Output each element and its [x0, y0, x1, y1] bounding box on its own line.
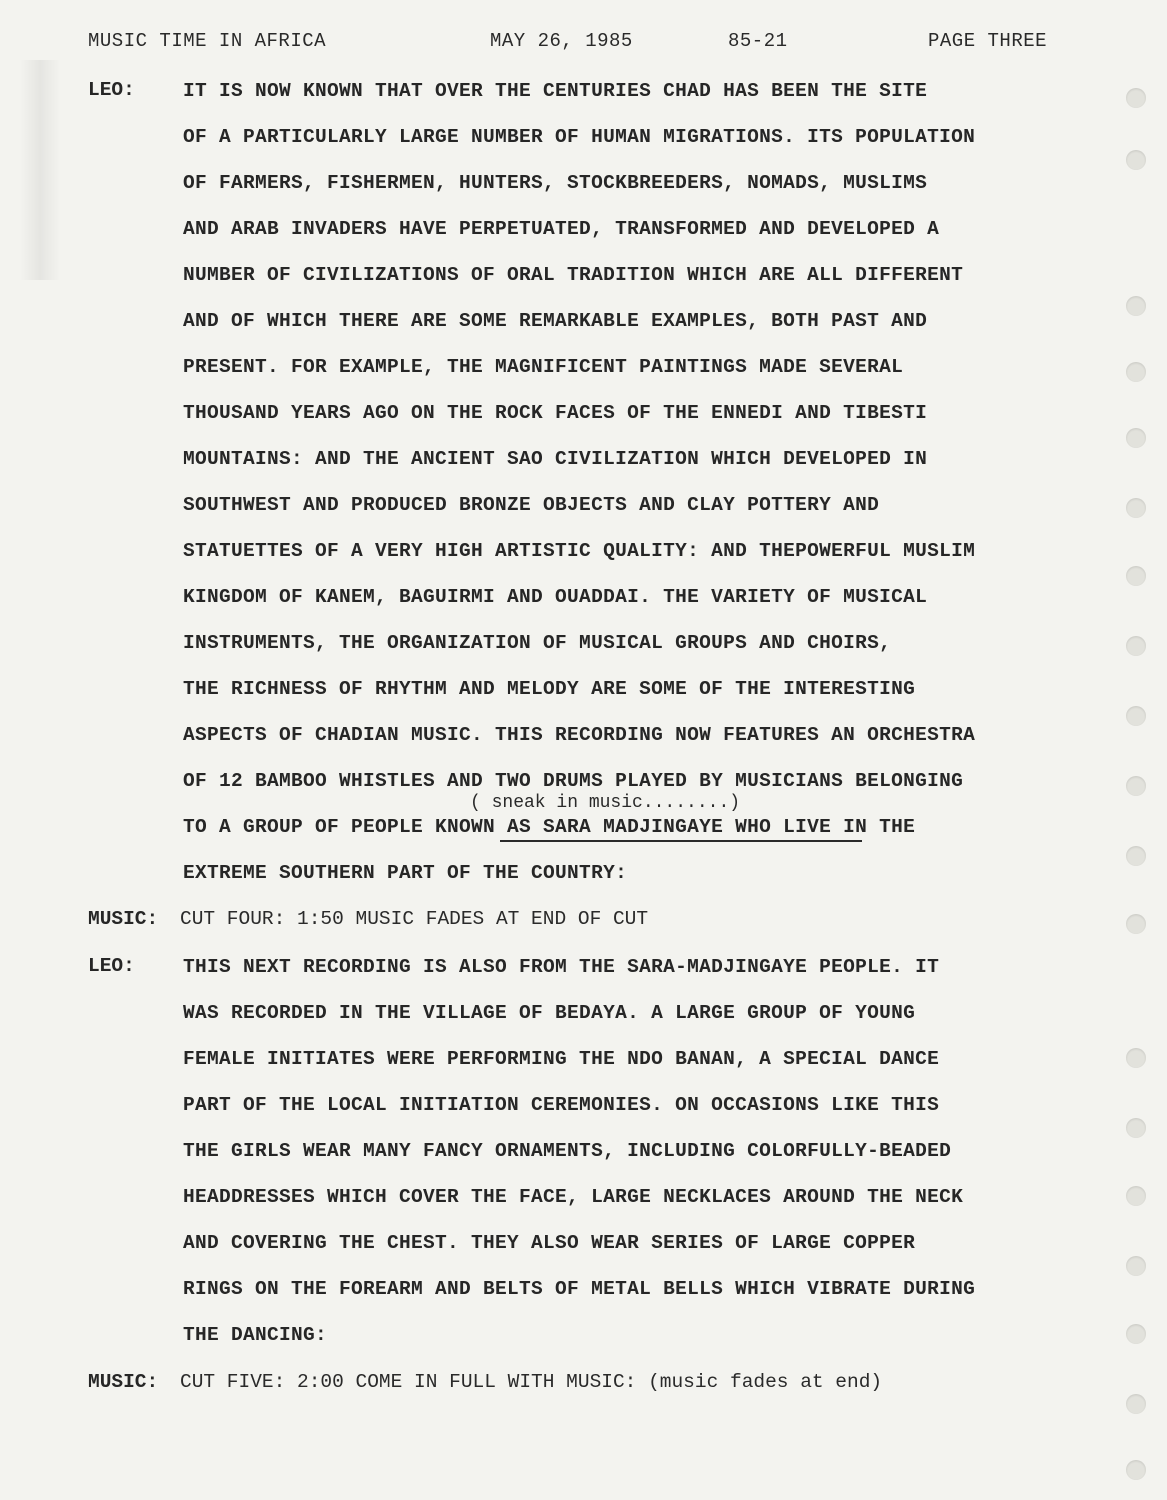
punch-hole: [1126, 846, 1146, 866]
punch-hole: [1126, 706, 1146, 726]
punch-hole: [1126, 362, 1146, 382]
punch-hole: [1126, 1394, 1146, 1414]
margin-smudge: [20, 60, 60, 280]
broadcast-date: MAY 26, 1985: [490, 30, 633, 52]
punch-hole: [1126, 150, 1146, 170]
text-line: STATUETTES OF A VERY HIGH ARTISTIC QUALITY: AND THEPOWERFUL MUSLIM: [183, 540, 976, 562]
text-line: OF FARMERS, FISHERMEN, HUNTERS, STOCKBREEDERS, NOMADS, MUSLIMS: [183, 172, 928, 194]
text-line: THE RICHNESS OF RHYTHM AND MELODY ARE SOME OF THE INTERESTING: [183, 678, 916, 700]
punch-hole: [1126, 88, 1146, 108]
punch-hole: [1126, 636, 1146, 656]
text-line: AND ARAB INVADERS HAVE PERPETUATED, TRANSFORMED AND DEVELOPED A: [183, 218, 940, 240]
punch-hole: [1126, 1256, 1146, 1276]
text-line: EXTREME SOUTHERN PART OF THE COUNTRY:: [183, 862, 628, 884]
episode-code: 85-21: [728, 30, 788, 52]
text-line: THOUSAND YEARS AGO ON THE ROCK FACES OF THE ENNEDI AND TIBESTI: [183, 402, 928, 424]
text-line: FEMALE INITIATES WERE PERFORMING THE NDO BANAN, A SPECIAL DANCE: [183, 1048, 940, 1070]
text-line: HEADDRESSES WHICH COVER THE FACE, LARGE NECKLACES AROUND THE NECK: [183, 1186, 964, 1208]
text-line: NUMBER OF CIVILIZATIONS OF ORAL TRADITION WHICH ARE ALL DIFFERENT: [183, 264, 964, 286]
punch-hole: [1126, 1460, 1146, 1480]
punch-hole: [1126, 1324, 1146, 1344]
punch-hole: [1126, 296, 1146, 316]
text-line: AND OF WHICH THERE ARE SOME REMARKABLE EXAMPLES, BOTH PAST AND: [183, 310, 928, 332]
speaker-label: LEO:: [88, 955, 135, 977]
punch-hole: [1126, 1118, 1146, 1138]
speaker-label: MUSIC:: [88, 1371, 159, 1393]
text-line: PART OF THE LOCAL INITIATION CEREMONIES. ON OCCASIONS LIKE THIS: [183, 1094, 940, 1116]
text-line: MOUNTAINS: AND THE ANCIENT SAO CIVILIZATION WHICH DEVELOPED IN: [183, 448, 928, 470]
underline-mark: [500, 840, 862, 842]
text-line: KINGDOM OF KANEM, BAGUIRMI AND OUADDAI. THE VARIETY OF MUSICAL: [183, 586, 928, 608]
text-line: THE GIRLS WEAR MANY FANCY ORNAMENTS, INCLUDING COLORFULLY-BEADED: [183, 1140, 952, 1162]
program-title: MUSIC TIME IN AFRICA: [88, 30, 327, 52]
text-line: WAS RECORDED IN THE VILLAGE OF BEDAYA. A LARGE GROUP OF YOUNG: [183, 1002, 916, 1024]
text-line: SOUTHWEST AND PRODUCED BRONZE OBJECTS AND CLAY POTTERY AND: [183, 494, 880, 516]
speaker-label: MUSIC:: [88, 908, 159, 930]
text-line: OF A PARTICULARLY LARGE NUMBER OF HUMAN MIGRATIONS. ITS POPULATION: [183, 126, 976, 148]
text-line: ASPECTS OF CHADIAN MUSIC. THIS RECORDING NOW FEATURES AN ORCHESTRA: [183, 724, 976, 746]
punch-hole: [1126, 428, 1146, 448]
handwritten-cue-note: ( sneak in music........): [470, 793, 741, 813]
punch-hole: [1126, 498, 1146, 518]
text-line: RINGS ON THE FOREARM AND BELTS OF METAL BELLS WHICH VIBRATE DURING: [183, 1278, 976, 1300]
music-cue: CUT FIVE: 2:00 COME IN FULL WITH MUSIC: (music fades at end): [180, 1371, 883, 1393]
text-line: IT IS NOW KNOWN THAT OVER THE CENTURIES CHAD HAS BEEN THE SITE: [183, 80, 928, 102]
text-line: OF 12 BAMBOO WHISTLES AND TWO DRUMS PLAYED BY MUSICIANS BELONGING: [183, 770, 964, 792]
text-line: PRESENT. FOR EXAMPLE, THE MAGNIFICENT PAINTINGS MADE SEVERAL: [183, 356, 904, 378]
music-cue: CUT FOUR: 1:50 MUSIC FADES AT END OF CUT: [180, 908, 649, 930]
text-line: THE DANCING:: [183, 1324, 328, 1346]
punch-hole: [1126, 566, 1146, 586]
text-line: AND COVERING THE CHEST. THEY ALSO WEAR SERIES OF LARGE COPPER: [183, 1232, 916, 1254]
punch-hole: [1126, 1048, 1146, 1068]
punch-hole: [1126, 914, 1146, 934]
text-line: INSTRUMENTS, THE ORGANIZATION OF MUSICAL GROUPS AND CHOIRS,: [183, 632, 892, 654]
punch-hole: [1126, 776, 1146, 796]
page-number: PAGE THREE: [928, 30, 1048, 52]
text-line: TO A GROUP OF PEOPLE KNOWN AS SARA MADJINGAYE WHO LIVE IN THE: [183, 816, 916, 838]
speaker-label: LEO:: [88, 79, 135, 101]
text-line: THIS NEXT RECORDING IS ALSO FROM THE SARA-MADJINGAYE PEOPLE. IT: [183, 956, 940, 978]
page-header: [88, 30, 1088, 60]
punch-hole: [1126, 1186, 1146, 1206]
